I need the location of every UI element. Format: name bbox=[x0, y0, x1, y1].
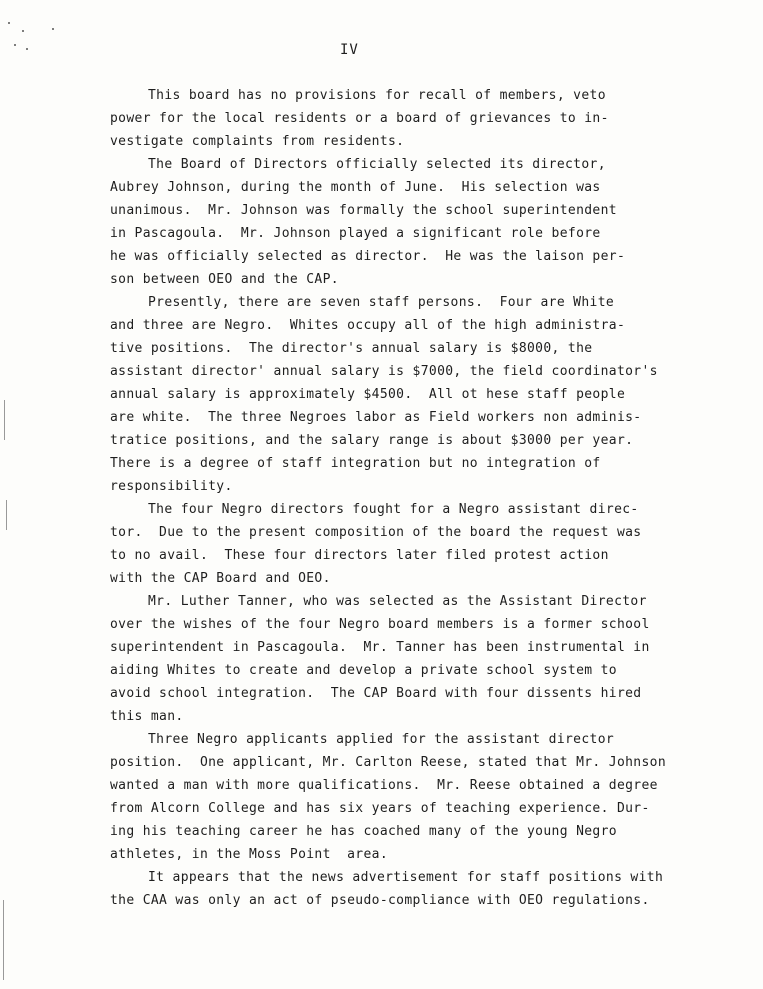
text-line: unanimous. Mr. Johnson was formally the school superintendent bbox=[110, 203, 617, 218]
text-line: from Alcorn College and has six years of teaching experience. Dur- bbox=[110, 801, 650, 816]
text-line: Presently, there are seven staff persons. Four are White bbox=[148, 295, 615, 310]
text-line: in Pascagoula. Mr. Johnson played a significant role before bbox=[110, 226, 601, 241]
text-line: Mr. Luther Tanner, who was selected as the Assistant Director bbox=[148, 594, 647, 609]
text-line: annual salary is approximately $4500. All ot hese staff people bbox=[110, 387, 626, 402]
text-line: with the CAP Board and OEO. bbox=[110, 571, 331, 586]
text-line: over the wishes of the four Negro board members is a former school bbox=[110, 617, 650, 632]
text-line: tive positions. The director's annual salary is $8000, the bbox=[110, 341, 593, 356]
text-line: this man. bbox=[110, 709, 184, 724]
text-line: tratice positions, and the salary range is about $3000 per year. bbox=[110, 433, 634, 448]
text-line: responsibility. bbox=[110, 479, 233, 494]
text-line: aiding Whites to create and develop a private school system to bbox=[110, 663, 617, 678]
text-line: Three Negro applicants applied for the assistant director bbox=[148, 732, 615, 747]
text-line: are white. The three Negroes labor as Field workers non adminis- bbox=[110, 410, 642, 425]
text-line: superintendent in Pascagoula. Mr. Tanner has been instrumental in bbox=[110, 640, 650, 655]
text-line: The four Negro directors fought for a Negro assistant direc- bbox=[148, 502, 639, 517]
body-text bbox=[110, 84, 750, 912]
text-line: ing his teaching career he has coached many of the young Negro bbox=[110, 824, 617, 839]
text-line: avoid school integration. The CAP Board with four dissents hired bbox=[110, 686, 642, 701]
page-number: IV bbox=[340, 42, 359, 58]
text-line: wanted a man with more qualifications. Mr. Reese obtained a degree bbox=[110, 778, 658, 793]
text-line: vestigate complaints from residents. bbox=[110, 134, 405, 149]
text-line: to no avail. These four directors later filed protest action bbox=[110, 548, 609, 563]
text-line: the CAA was only an act of pseudo-compliance with OEO regulations. bbox=[110, 893, 650, 908]
text-line: and three are Negro. Whites occupy all of the high administra- bbox=[110, 318, 626, 333]
text-line: athletes, in the Moss Point area. bbox=[110, 847, 389, 862]
text-line: The Board of Directors officially selected its director, bbox=[148, 157, 606, 172]
text-line: tor. Due to the present composition of the board the request was bbox=[110, 525, 642, 540]
text-line: This board has no provisions for recall of members, veto bbox=[148, 88, 606, 103]
text-line: Aubrey Johnson, during the month of June. His selection was bbox=[110, 180, 601, 195]
text-line: he was officially selected as director. He was the laison per- bbox=[110, 249, 626, 264]
text-line: It appears that the news advertisement for staff positions with bbox=[148, 870, 664, 885]
text-line: son between OEO and the CAP. bbox=[110, 272, 339, 287]
margin-specks bbox=[0, 0, 40, 989]
text-line: power for the local residents or a board of grievances to in- bbox=[110, 111, 609, 126]
text-line: There is a degree of staff integration but no integration of bbox=[110, 456, 601, 471]
text-line: assistant director' annual salary is $7000, the field coordinator's bbox=[110, 364, 658, 379]
text-line: position. One applicant, Mr. Carlton Reese, stated that Mr. Johnson bbox=[110, 755, 667, 770]
